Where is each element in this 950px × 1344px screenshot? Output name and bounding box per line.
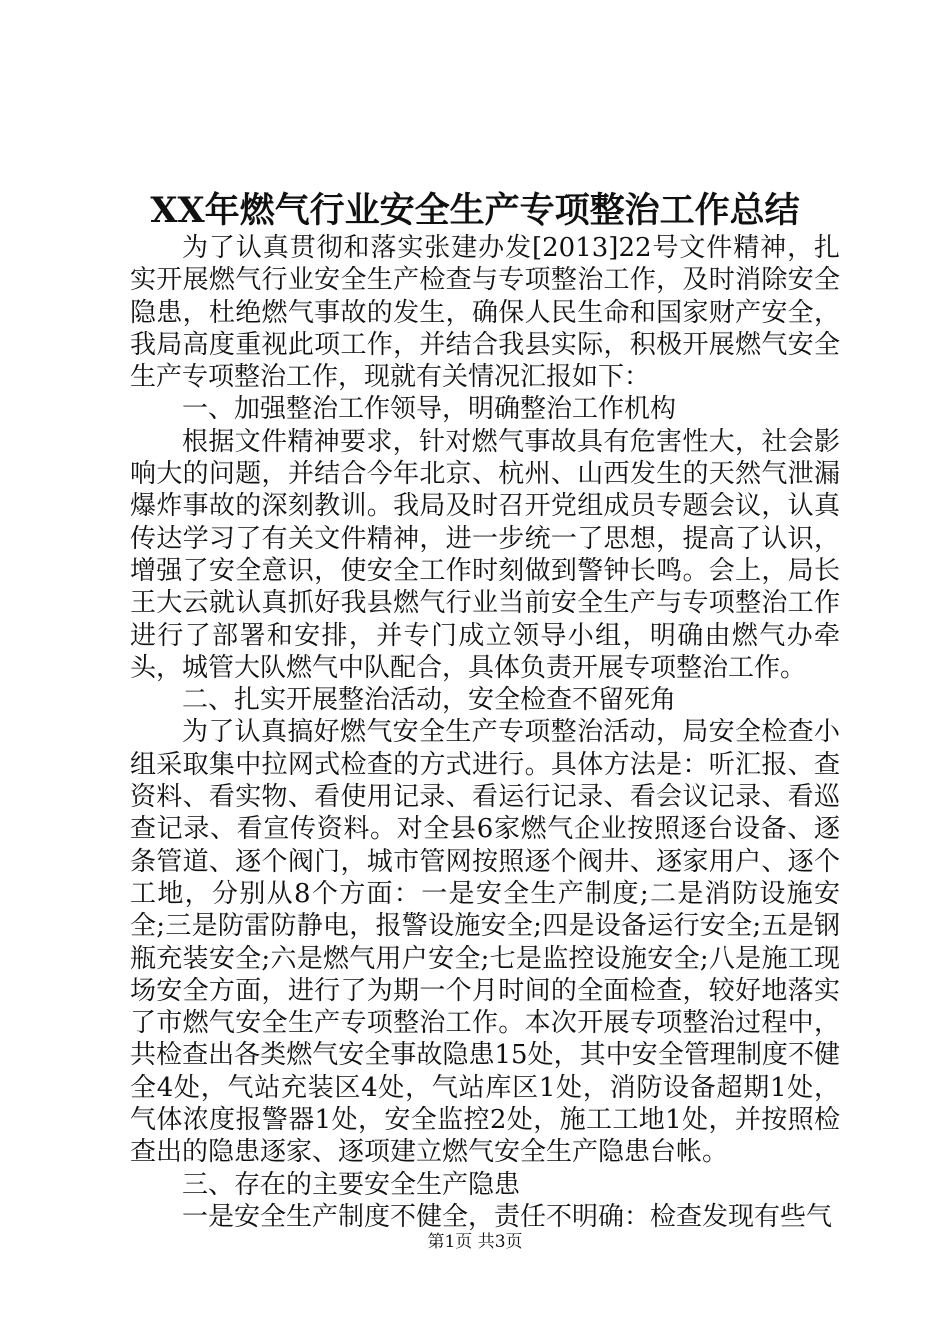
document-body	[130, 232, 840, 1233]
paragraph-section-3: 一是安全生产制度不健全，责任不明确：检查发现有些气	[182, 1201, 833, 1232]
section-heading-2: 二、扎实开展整治活动，安全检查不留死角	[182, 685, 677, 716]
paragraph-section-1: 根据文件精神要求，针对燃气事故具有危害性大，社会影响大的问题，并结合今年北京、杭州、山西发生的天然气泄漏爆炸事故的深刻教训。我局及时召开党组成员专题会议，认真传达学习了有关文件精神，进一步统一了思想，提高了认识，增强了安全意识，使安全工作时刻做到警钟长鸣。会上，局长王大云就认真抓好我县燃气行业当前安全生产与专项整治工作进行了部署和安排，并专门成立领导小组，明确由燃气办牵头，城管大队燃气中队配合，具体负责开展专项整治工作。	[130, 426, 840, 683]
page-number-footer: 第1页 共3页	[427, 1232, 523, 1252]
section-heading-1: 一、加强整治工作领导，明确整治工作机构	[182, 394, 677, 425]
document-title: XX年燃气行业安全生产专项整治工作总结	[150, 190, 800, 231]
paragraph-section-2: 为了认真搞好燃气安全生产专项整治活动，局安全检查小组采取集中拉网式检查的方式进行。具体方法是：听汇报、查资料、看实物、看使用记录、看运行记录、看会议记录、看巡查记录、看宣传资料。对全县6家燃气企业按照逐台设备、逐条管道、逐个阀门，城市管网按照逐个阀井、逐家用户、逐个工地，分别从8个方面：一是安全生产制度;二是消防设施安全;三是防雷防静电，报警设施安全;四是设备运行安全;五是钢瓶充装安全;六是燃气用户安全;七是监控设施安全;八是施工现场安全方面，进行了为期一个月时间的全面检查，较好地落实了市燃气安全生产专项整治工作。本次开展专项整治过程中，共检查出各类燃气安全事故隐患15处，其中安全管理制度不健全4处，气站充装区4处，气站库区1处，消防设备超期1处，气体浓度报警器1处，安全监控2处，施工工地1处，并按照检查出的隐患逐家、逐项建立燃气安全生产隐患台帐。	[130, 717, 840, 1168]
paragraph-intro: 为了认真贯彻和落实张建办发[2013]22号文件精神，扎实开展燃气行业安全生产检查与专项整治工作，及时消除安全隐患，杜绝燃气事故的发生，确保人民生命和国家财产安全，我局高度重视此项工作，并结合我县实际，积极开展燃气安全生产专项整治工作，现就有关情况汇报如下：	[130, 233, 840, 393]
section-heading-3: 三、存在的主要安全生产隐患	[182, 1169, 521, 1200]
